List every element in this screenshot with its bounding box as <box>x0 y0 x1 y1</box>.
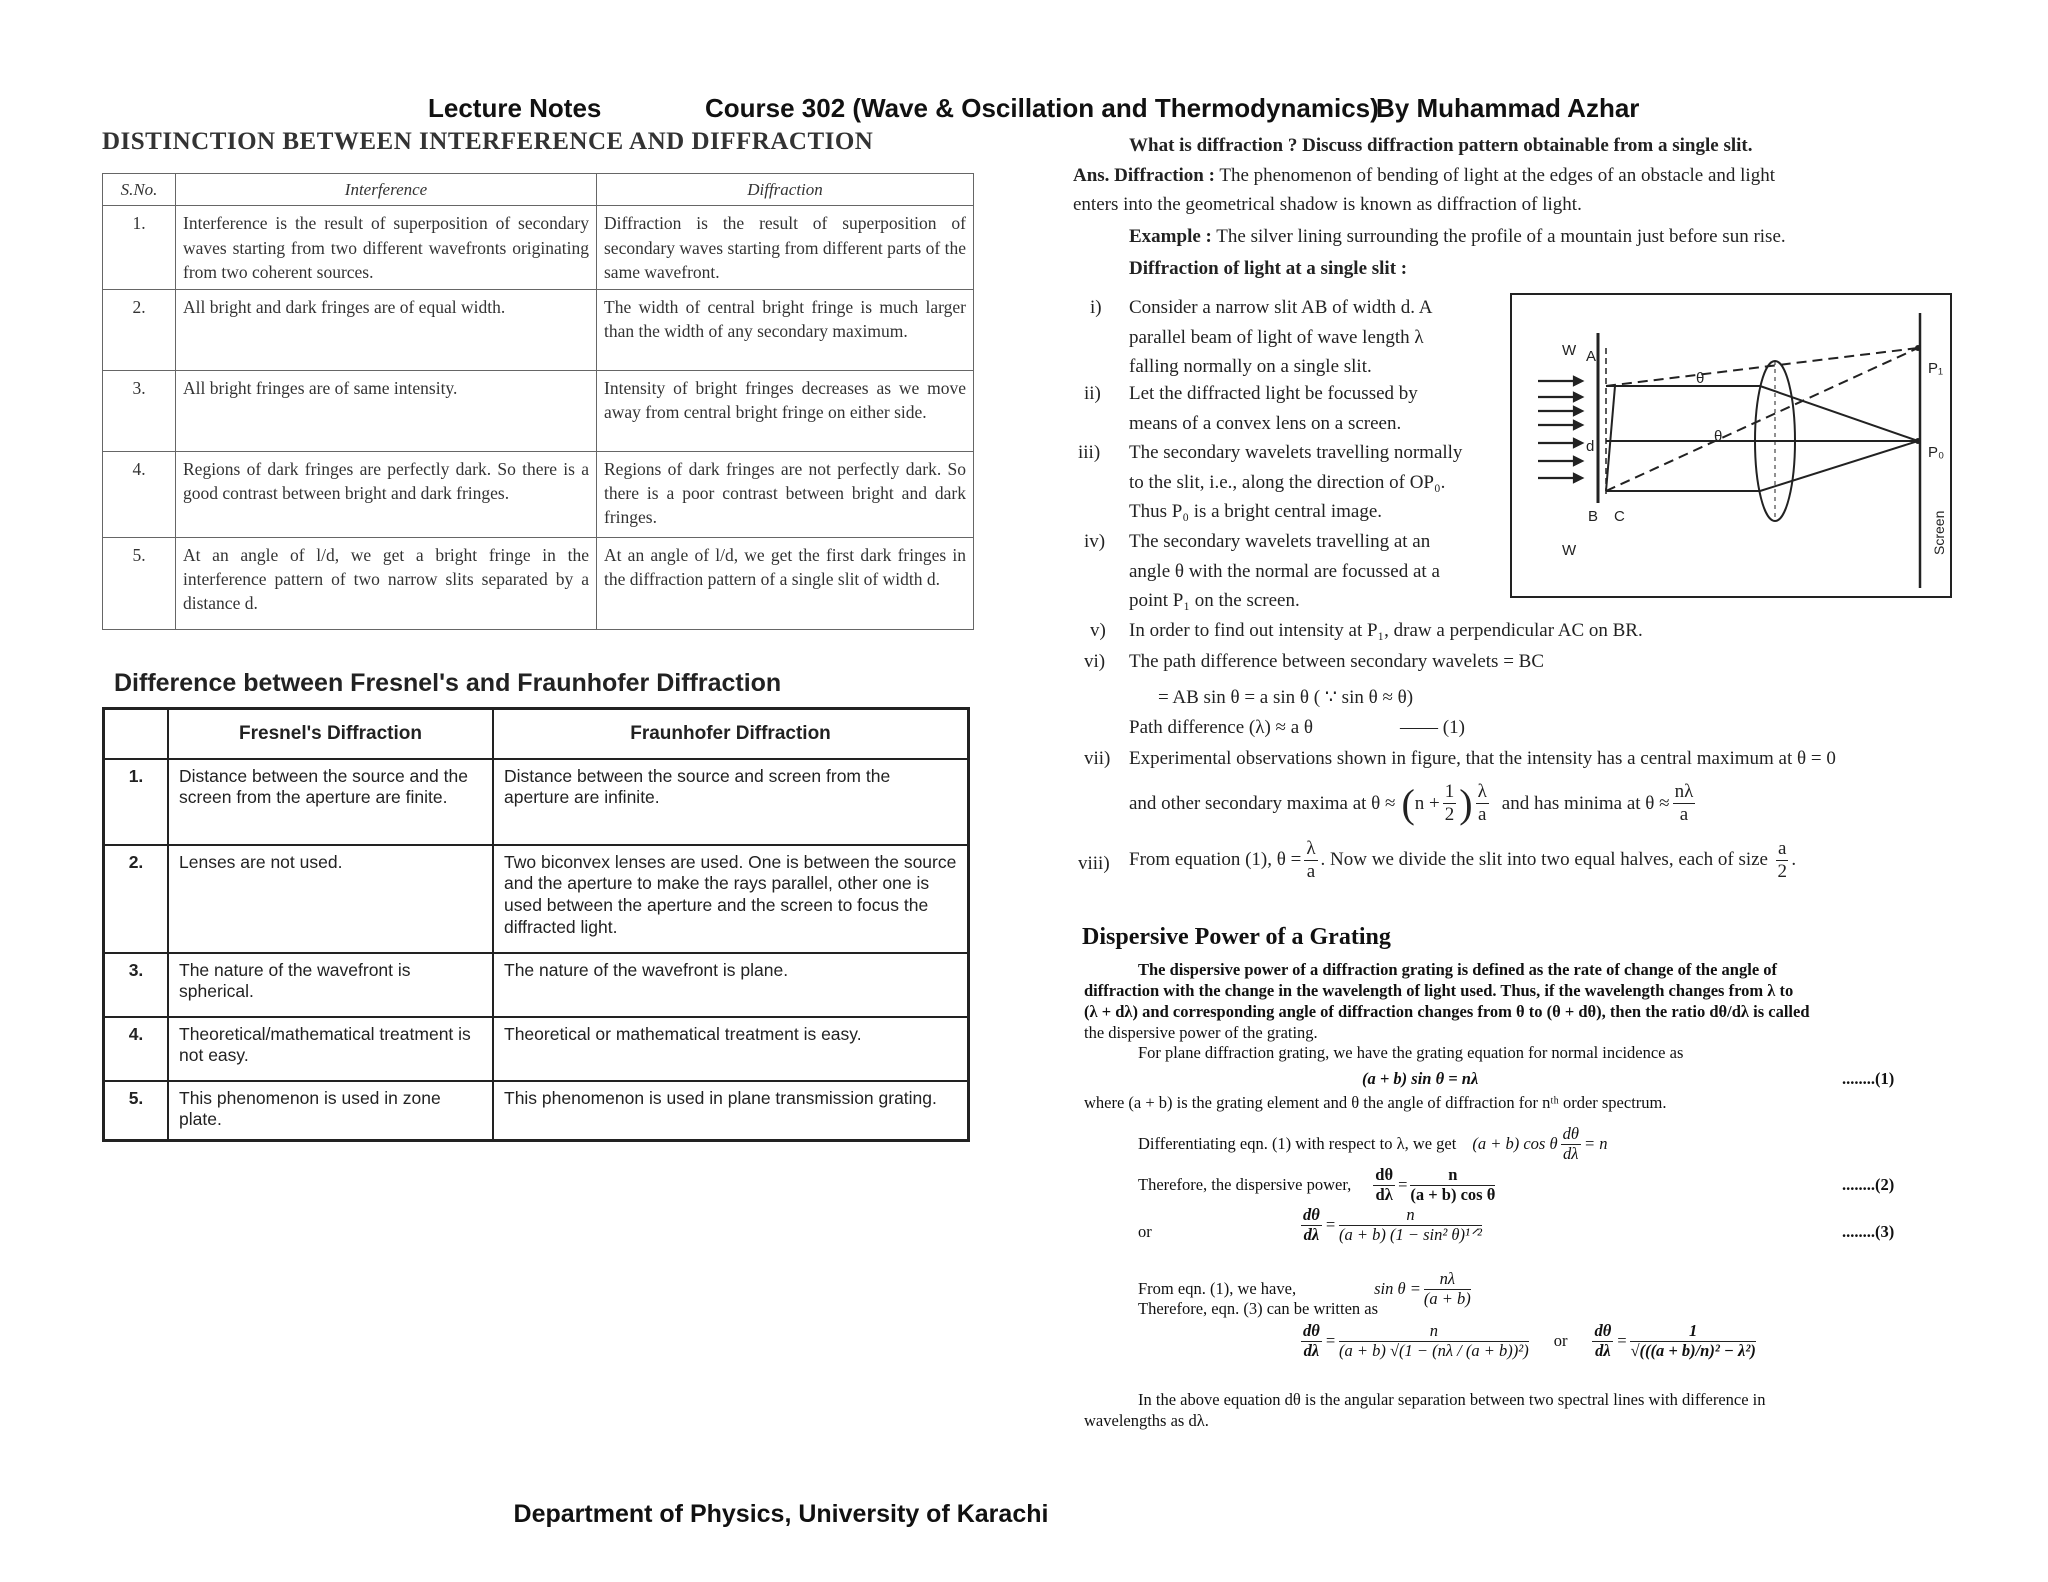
step-line: parallel beam of light of wave length λ <box>1129 326 1424 348</box>
dp-para1-line2: diffraction with the change in the wavelength of light used. Thus, if the wavelength changes from λ to <box>1084 981 1794 1000</box>
example-label: Example : <box>1129 226 1212 247</box>
table2-cell: The nature of the wavefront is spherical. <box>168 953 493 1017</box>
frac-den: (a + b) (1 − sin² θ)¹ᐟ² <box>1338 1224 1482 1244</box>
label-screen: Screen <box>1931 510 1947 555</box>
dp-eq2 <box>1138 1166 1498 1205</box>
table1-cell: 3. <box>103 370 176 451</box>
table-row <box>104 759 969 845</box>
step-line: In order to find out intensity at P₁, draw a perpendicular AC on BR. <box>1129 620 1643 641</box>
dtheta-dlambda-fraction <box>1301 1322 1322 1361</box>
label-theta-1: θ <box>1696 370 1705 387</box>
step-line: The path difference between secondary wavelets = BC <box>1129 651 1545 672</box>
table1-cell: Regions of dark fringes are perfectly dark. So there is a good contrast between bright and dark fringes. <box>176 451 597 537</box>
table2-cell: 2. <box>104 845 169 953</box>
table2-cell: Theoretical or mathematical treatment is easy. <box>493 1017 969 1081</box>
table1-cell: 2. <box>103 289 176 370</box>
viii-text-b: . Now we divide the slit into two equal halves, each of size <box>1320 849 1768 871</box>
dp-para8-line1: In the above equation dθ is the angular separation between two spectral lines with difference in <box>1138 1390 1766 1409</box>
label-p1: P₁ <box>1928 360 1944 377</box>
eq4-denominator: (a + b) √(1 − (nλ / (a + b))²) <box>1338 1340 1529 1360</box>
table2-cell: Lenses are not used. <box>168 845 493 953</box>
table2-header: Fresnel's Diffraction <box>168 709 493 759</box>
footer-department: Department of Physics, University of Karachi <box>513 1500 1049 1528</box>
label-p0: P₀ <box>1928 444 1945 461</box>
table-row <box>103 289 974 370</box>
frac-den: a <box>1477 804 1487 825</box>
frac-den: a <box>1306 860 1316 882</box>
vii-text-a: and other secondary maxima at θ ≈ <box>1129 792 1396 814</box>
table1-cell: Interference is the result of superposition of secondary waves starting from two different wavefronts originating from two coherent sources. <box>176 206 597 289</box>
eq-path-number: —— (1) <box>1400 717 1465 738</box>
dp-para3: where (a + b) is the grating element and θ the angle of diffraction for nᵗʰ order spectrum. <box>1084 1093 1667 1112</box>
table1-cell: All bright fringes are of same intensity. <box>176 370 597 451</box>
diffraction-step <box>1129 616 1643 646</box>
dp-para1-line3: (λ + dλ) and corresponding angle of diffraction changes from θ to (θ + dθ), then the ratio dθ/dλ is called <box>1084 1002 1810 1021</box>
frac-den: 2 <box>1444 804 1455 825</box>
table2-cell: 5. <box>104 1081 169 1141</box>
point-p1 <box>1915 345 1921 351</box>
table2-cell: This phenomenon is used in zone plate. <box>168 1081 493 1141</box>
frac-num: 1 <box>1630 1322 1755 1342</box>
fresnel-fraunhofer-table <box>102 707 970 1142</box>
table1-cell: All bright and dark fringes are of equal width. <box>176 289 597 370</box>
frac-num: dθ <box>1303 1321 1320 1340</box>
step-line: point P₁ on the screen. <box>1129 590 1300 611</box>
lambda-a-fraction <box>1476 781 1489 826</box>
dtheta-dlambda-fraction <box>1592 1322 1613 1361</box>
diffraction-answer-line2: enters into the geometrical shadow is known as diffraction of light. <box>1073 194 1582 215</box>
item-number: i) <box>1090 297 1102 318</box>
dp-para7: Therefore, eqn. (3) can be written as <box>1138 1299 1379 1318</box>
a-half-fraction <box>1776 838 1788 883</box>
table1-cell: At an angle of l/d, we get a bright fringe in the interference pattern of two narrow slits separated by a distance d. <box>176 537 597 629</box>
table2-cell: Two biconvex lenses are used. One is between the source and the aperture to make the rays parallel, other one is used between the aperture and the screen to focus the diffracted light. <box>493 845 969 953</box>
table2-cell: 1. <box>104 759 169 845</box>
frac-num: λ <box>1477 781 1487 803</box>
item-number: vii) <box>1084 748 1111 769</box>
dtheta-dlambda-fraction <box>1373 1166 1395 1205</box>
header-lecture-notes: Lecture Notes <box>428 93 602 123</box>
table1-header: S.No. <box>103 174 176 206</box>
table-row <box>104 1081 969 1141</box>
dp-eq4 <box>1298 1322 1759 1361</box>
or-label-2: or <box>1553 1331 1568 1351</box>
vii-text-b: and has minima at θ ≈ <box>1501 792 1670 814</box>
eq-ab-sin: = AB sin θ = a sin θ ( ∵ sin θ ≈ θ) <box>1158 687 1414 708</box>
frac-num: dθ <box>1562 1124 1579 1143</box>
step-line: The secondary wavelets travelling normally <box>1129 442 1463 463</box>
table-row <box>103 370 974 451</box>
dp-para4 <box>1138 1125 1607 1164</box>
diffracted-rays <box>1606 348 1918 491</box>
table1-cell: Intensity of bright fringes decreases as we move away from central bright fringe on either side. <box>597 370 974 451</box>
table1-cell: 5. <box>103 537 176 629</box>
step-line: The secondary wavelets travelling at an <box>1129 531 1431 552</box>
item-number: vi) <box>1084 651 1106 672</box>
frac-num: dθ <box>1303 1205 1320 1224</box>
frac-num: n <box>1410 1166 1495 1186</box>
equals: = <box>1324 1215 1336 1235</box>
eq1-number: ........(1) <box>1842 1069 1895 1088</box>
label-c: C <box>1614 508 1625 525</box>
diffraction-step <box>1129 293 1432 382</box>
table1-header: Interference <box>176 174 597 206</box>
step-line: Let the diffracted light be focussed by <box>1129 383 1418 404</box>
frac-num: n <box>1339 1206 1482 1226</box>
table2-header: Fraunhofer Diffraction <box>493 709 969 759</box>
table-row <box>104 845 969 953</box>
step-line: falling normally on a single slit. <box>1129 356 1372 377</box>
point-p0 <box>1915 438 1921 444</box>
step-line: Consider a narrow slit AB of width d. A <box>1129 297 1433 318</box>
or-label: or <box>1138 1222 1152 1241</box>
frac-num: a <box>1777 838 1787 859</box>
eq5-denominator: √(((a + b)/n)² − λ²) <box>1630 1340 1756 1360</box>
table1-header: Diffraction <box>597 174 974 206</box>
frac-den: dλ <box>1595 1340 1611 1360</box>
diffraction-step <box>1129 379 1418 438</box>
label-d: d <box>1586 438 1595 455</box>
table-row <box>103 537 974 629</box>
table-row <box>103 206 974 289</box>
eq5-fraction <box>1630 1322 1755 1361</box>
dp-para8-line2: wavelengths as dλ. <box>1084 1411 1209 1430</box>
dp-para6-text: From eqn. (1), we have, <box>1138 1279 1297 1299</box>
frac-den: dλ <box>1563 1143 1579 1163</box>
table1-cell: At an angle of l/d, we get the first dark fringes in the diffraction pattern of a single slit of width d. <box>597 537 974 629</box>
single-slit-diagram <box>1510 293 1952 598</box>
item-number: v) <box>1090 620 1106 641</box>
eq2-number: ........(2) <box>1842 1175 1895 1194</box>
table1-cell: 4. <box>103 451 176 537</box>
table2-cell: The nature of the wavefront is plane. <box>493 953 969 1017</box>
example-text: The silver lining surrounding the profile of a mountain just before sun rise. <box>1216 226 1786 247</box>
table1-cell: Regions of dark fringes are not perfectly dark. So there is a poor contrast between bright and dark fringes. <box>597 451 974 537</box>
n-over-apb-cos <box>1410 1166 1495 1205</box>
label-a: A <box>1586 348 1597 365</box>
table2-cell: Distance between the source and screen from the aperture are infinite. <box>493 759 969 845</box>
table2-cell: 4. <box>104 1017 169 1081</box>
table2-cell: Distance between the source and the screen from the aperture are finite. <box>168 759 493 845</box>
table1-cell: The width of central bright fringe is much larger than the width of any secondary maximum. <box>597 289 974 370</box>
interference-diffraction-table <box>102 173 974 630</box>
diffraction-question: What is diffraction ? Discuss diffraction pattern obtainable from a single slit. <box>1129 135 1753 156</box>
nlambda-a-fraction <box>1673 781 1696 826</box>
frac-num: dθ <box>1594 1321 1612 1340</box>
dp-para6-eq: sin θ = <box>1374 1279 1421 1299</box>
dispersive-title: Dispersive Power of a Grating <box>1082 924 1391 950</box>
incident-beam-arrows <box>1538 377 1582 482</box>
dp-para4-eq: (a + b) cos θ <box>1472 1134 1558 1154</box>
dp-para2: For plane diffraction grating, we have the grating equation for normal incidence as <box>1138 1043 1684 1062</box>
diffraction-step <box>1129 438 1462 527</box>
paren-close: ) <box>1459 781 1473 826</box>
label-theta-2: θ <box>1714 428 1723 445</box>
table1-cell: 1. <box>103 206 176 289</box>
step-line: angle θ with the normal are focussed at a <box>1129 560 1440 582</box>
equals: = <box>1398 1175 1408 1195</box>
table2-cell: Theoretical/mathematical treatment is not easy. <box>168 1017 493 1081</box>
single-slit-subheading: Diffraction of light at a single slit : <box>1129 258 1408 279</box>
eq3-number: ........(3) <box>1842 1222 1895 1241</box>
eq-path-difference: Path difference (λ) ≈ a θ <box>1129 717 1314 738</box>
period: . <box>1791 849 1797 871</box>
step-line: means of a convex lens on a screen. <box>1129 412 1402 434</box>
frac-num: λ <box>1306 838 1316 859</box>
step-line: to the slit, i.e., along the direction of OP₀. <box>1129 471 1446 493</box>
example-line <box>1129 226 1786 248</box>
item-number: iv) <box>1084 531 1106 552</box>
table-row <box>104 1017 969 1081</box>
frac-den: 2 <box>1777 860 1787 882</box>
eq4-fraction <box>1339 1322 1529 1361</box>
frac-num: n <box>1339 1322 1529 1342</box>
item-number: viii) <box>1078 853 1110 874</box>
frac-num: nλ <box>1424 1270 1471 1290</box>
equals: = <box>1324 1331 1336 1351</box>
frac-den: dλ <box>1375 1184 1393 1204</box>
frac-num: dθ <box>1375 1165 1394 1184</box>
eq3-fraction <box>1339 1206 1482 1245</box>
diffraction-step <box>1129 647 1544 677</box>
table1-title: DISTINCTION BETWEEN INTERFERENCE AND DIFFRACTION <box>102 128 874 155</box>
label-b: B <box>1588 508 1599 525</box>
answer-label: Ans. Diffraction : <box>1073 165 1215 186</box>
dtheta-dlambda-fraction <box>1561 1125 1581 1164</box>
equals: = <box>1616 1331 1628 1351</box>
item-number: ii) <box>1084 383 1101 404</box>
dp-eq3 <box>1298 1206 1485 1245</box>
frac-num: 1 <box>1444 781 1455 803</box>
dp-para1-line4: the dispersive power of the grating. <box>1084 1023 1318 1042</box>
label-w-top: W <box>1562 342 1577 359</box>
frac-den: dλ <box>1303 1340 1320 1360</box>
half-fraction <box>1443 781 1457 826</box>
table2-cell: This phenomenon is used in plane transmission grating. <box>493 1081 969 1141</box>
diffraction-step <box>1129 527 1440 616</box>
dp-para5: Therefore, the dispersive power, <box>1138 1175 1352 1195</box>
n-plus: n + <box>1414 792 1440 814</box>
dp-para1-line1: The dispersive power of a diffraction grating is defined as the rate of change of the angle of <box>1138 960 1778 979</box>
paren-open: ( <box>1401 781 1415 826</box>
table-row <box>104 953 969 1017</box>
item-number: iii) <box>1078 442 1101 463</box>
frac-num: nλ <box>1674 781 1694 803</box>
frac-den: a <box>1679 804 1689 825</box>
table2-cell: 3. <box>104 953 169 1017</box>
frac-den: (a + b) <box>1423 1288 1471 1308</box>
table2-title: Difference between Fresnel's and Fraunhofer Diffraction <box>114 669 782 697</box>
table-row <box>103 451 974 537</box>
grating-equation: (a + b) sin θ = nλ <box>1362 1069 1479 1088</box>
answer-text: The phenomenon of bending of light at the edges of an obstacle and light <box>1219 165 1775 186</box>
step-line: Thus P₀ is a bright central image. <box>1129 501 1383 522</box>
dp-para4-eq-end: = n <box>1583 1134 1608 1154</box>
item-viii <box>1129 838 1796 883</box>
frac-den: (a + b) cos θ <box>1410 1184 1496 1204</box>
header-author: By Muhammad Azhar <box>1376 93 1640 123</box>
frac-den: dλ <box>1303 1224 1320 1244</box>
item-vii-line1: Experimental observations shown in figure, that the intensity has a central maximum at θ = 0 <box>1129 748 1836 769</box>
item-vii-line2 <box>1129 780 1698 827</box>
lambda-a-fraction <box>1304 838 1317 883</box>
dp-para4-text: Differentiating eqn. (1) with respect to λ, we get <box>1138 1134 1457 1154</box>
dtheta-dlambda-fraction <box>1301 1206 1322 1245</box>
header-course: Course 302 (Wave & Oscillation and Thermodynamics) <box>705 93 1379 123</box>
diffraction-answer-line1 <box>1073 165 1775 187</box>
table2-header <box>104 709 169 759</box>
table1-cell: Diffraction is the result of superposition of secondary waves starting from different parts of the same wavefront. <box>597 206 974 289</box>
label-w-bottom: W <box>1562 542 1577 559</box>
nlambda-apb-fraction <box>1424 1270 1471 1309</box>
viii-text-a: From equation (1), θ = <box>1129 849 1302 871</box>
